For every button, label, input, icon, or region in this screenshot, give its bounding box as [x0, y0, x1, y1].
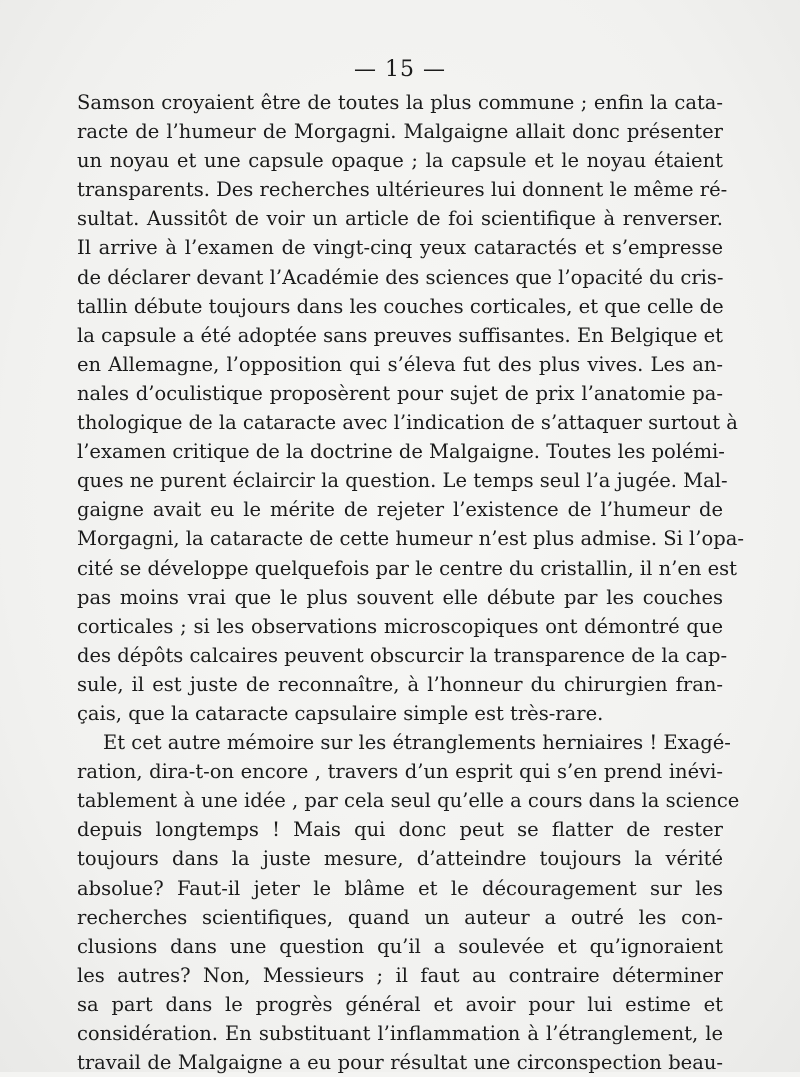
text-line: Samson croyaient être de toutes la plus commune ; enfin la cata-	[77, 91, 723, 114]
text-line: clusions dans une question qu’il a soulevée et qu’ignoraient	[77, 934, 723, 958]
text-line: en Allemagne, l’opposition qui s’éleva fut des plus vives. Les an-	[77, 352, 723, 376]
text-line: absolue? Faut-il jeter le blâme et le découragement sur les	[77, 876, 723, 900]
text-line: considération. En substituant l’inflammation à l’étranglement, le	[77, 1022, 723, 1045]
text-line: Il arrive à l’examen de vingt-cinq yeux cataractés et s’empresse	[77, 236, 723, 260]
paragraph	[77, 728, 740, 1077]
text-line: toujours dans la juste mesure, d’atteindre toujours la vérité	[77, 847, 723, 871]
text-line: l’examen critique de la doctrine de Malgaigne. Toutes les polémi-	[77, 440, 725, 464]
text-line: la capsule a été adoptée sans preuves suffisantes. En Belgique et	[77, 323, 723, 347]
text-line: tallin débute toujours dans les couches corticales, et que celle de	[77, 294, 724, 318]
text-line: tablement à une idée , par cela seul qu’elle a cours dans la science	[77, 789, 740, 813]
text-line: ques ne purent éclaircir la question. Le temps seul l’a jugée. Mal-	[77, 469, 728, 493]
text-line: nales d’oculistique proposèrent pour sujet de prix l’anatomie pa-	[77, 381, 723, 405]
text-line: transparents. Des recherches ultérieures lui donnent le même ré-	[77, 178, 728, 202]
text-line: sa part dans le progrès général et avoir pour lui estime et	[77, 992, 723, 1016]
text-line: travail de Malgaigne a eu pour résultat une circonspection beau-	[77, 1051, 723, 1075]
text-line: sule, il est juste de reconnaître, à l’honneur du chirurgien fran-	[77, 672, 723, 696]
text-line: Et cet autre mémoire sur les étranglements herniaires ! Exagé-	[103, 731, 731, 755]
paragraph	[77, 88, 744, 728]
text-line: corticales ; si les observations microscopiques ont démontré que	[77, 614, 723, 638]
page-number: — 15 —	[354, 57, 446, 82]
text-line: depuis longtemps ! Mais qui donc peut se flatter de rester	[77, 818, 723, 842]
text-line: cité se développe quelquefois par le centre du cristallin, il n’en est	[77, 556, 738, 580]
text-line: racte de l’humeur de Morgagni. Malgaigne allait donc présenter	[77, 120, 723, 144]
text-line: un noyau et une capsule opaque ; la capsule et le noyau étaient	[77, 149, 723, 173]
text-line: des dépôts calcaires peuvent obscurcir la transparence de la cap-	[77, 643, 728, 667]
text-line: les autres? Non, Messieurs ; il faut au contraire déterminer	[77, 963, 723, 987]
text-line: Morgagni, la cataracte de cette humeur n’est plus admise. Si l’opa-	[77, 527, 744, 551]
text-line: gaigne avait eu le mérite de rejeter l’existence de l’humeur de	[77, 498, 723, 522]
text-line: pas moins vrai que le plus souvent elle débute par les couches	[77, 585, 723, 609]
text-line: çais, que la cataracte capsulaire simple est très-rare.	[77, 701, 604, 725]
body-text	[77, 88, 744, 1077]
text-line: ration, dira-t-on encore , travers d’un esprit qui s’en prend inévi-	[77, 760, 723, 784]
text-line: recherches scientifiques, quand un auteur a outré les con-	[77, 905, 723, 929]
text-line: de déclarer devant l’Académie des sciences que l’opacité du cris-	[77, 265, 724, 289]
text-line: thologique de la cataracte avec l’indication de s’attaquer surtout à	[77, 411, 738, 435]
text-line: sultat. Aussitôt de voir un article de foi scientifique à renverser.	[77, 207, 723, 231]
